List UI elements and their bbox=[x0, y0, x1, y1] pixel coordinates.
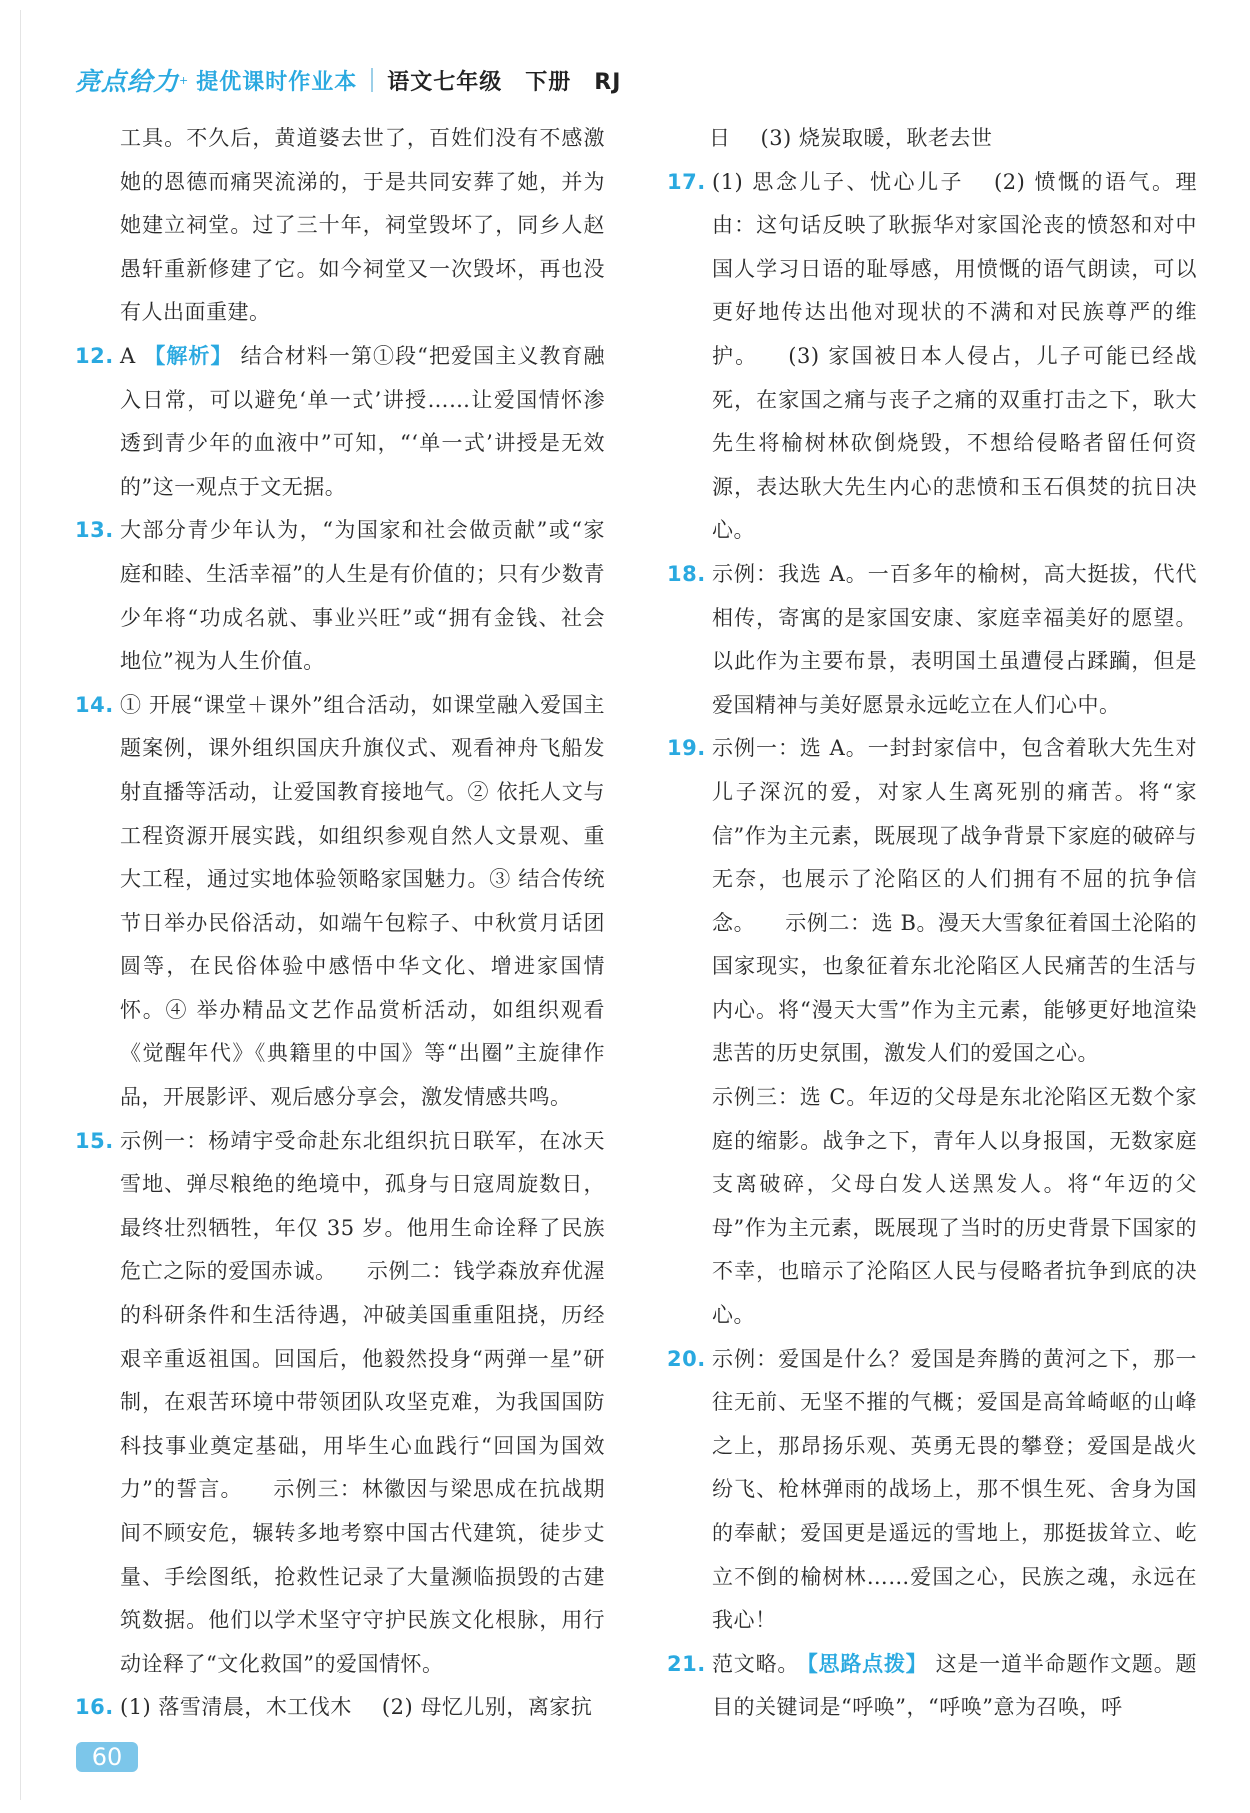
header-divider bbox=[371, 68, 373, 92]
example-3: 示例三：选 C。年迈的父母是东北沦陷区无数个家庭的缩影。战争之下，青年人以身报国，无数家庭支离破碎，父母白发人送黑发人。将“年迈的父母”作为主元素，既展现了当时的历史背景下国家的不幸，也暗示了沦陷区人民与侵略者抗争到底的决心。 bbox=[712, 1085, 1197, 1328]
page-number: 60 bbox=[76, 1742, 138, 1772]
part-1: (1) 落雪清晨，木工伐木 bbox=[120, 1695, 352, 1720]
brand-mark: + bbox=[179, 73, 189, 87]
analysis-tag: 【解析】 bbox=[143, 343, 233, 368]
question-number: 13. bbox=[75, 518, 114, 543]
answer-19 bbox=[667, 727, 1197, 1337]
answer-16-continued bbox=[667, 117, 1197, 161]
answer-text: 这是一道半命题作文题。题目的关键词是“呼唤”，“呼唤”意为召唤，呼 bbox=[712, 1651, 1198, 1720]
question-number: 17. bbox=[667, 169, 706, 194]
part-3: (3) 家国被日本人侵占，儿子可能已经战死，在家国之痛与丧子之痛的双重打击之下，耿大先生将榆树林砍倒烧毁，不想给侵略者留任何资源，表达耿大先生内心的悲愤和玉石俱焚的抗日决心。 bbox=[712, 343, 1198, 543]
question-number: 20. bbox=[667, 1346, 706, 1371]
question-number: 19. bbox=[667, 736, 706, 761]
example-2: 示例二：钱学森放弃优渥的科研条件和生活待遇，冲破美国重重阻挠，历经艰辛重返祖国。回国后，他毅然投身“两弹一星”研制，在艰苦环境中带领团队攻坚克难，为我国国防科技事业奠定基础，用毕生心血践行“回国为国效力”的誓言。 bbox=[120, 1259, 606, 1502]
part-1: (1) 思念儿子、忧心儿子 bbox=[712, 169, 965, 194]
answer-20 bbox=[667, 1338, 1197, 1643]
question-number: 12. bbox=[75, 343, 114, 368]
hint-tag: 【思路点拨】 bbox=[807, 1651, 928, 1676]
answer-14 bbox=[75, 684, 605, 1120]
question-number: 15. bbox=[75, 1128, 114, 1153]
answer-11-continued bbox=[75, 117, 605, 335]
answer-text: ① 开展“课堂＋课外”组合活动，如课堂融入爱国主题案例，课外组织国庆升旗仪式、观看神舟飞船发射直播等活动，让爱国教育接地气。② 依托人文与工程资源开展实践，如组织参观自然人文景观、重大工程，通过实地体验领略家国魅力。③ 结合传统节日举办民俗活动，如端午包粽子、中秋赏月话团圆等，在民俗体验中感悟中华文化、增进家国情怀。④ 举办精品文艺作品赏析活动，如组织观看《觉醒年代》《典籍里的中国》等“出圈”主旋律作品，开展影评、观后感分享会，激发情感共鸣。 bbox=[120, 692, 605, 1110]
answer-17 bbox=[667, 161, 1197, 553]
answer-text: 示例：爱国是什么？爱国是奔腾的黄河之下，那一往无前、无坚不摧的气概；爱国是高耸崎岖的山峰之上，那昂扬乐观、英勇无畏的攀登；爱国是战火纷飞、枪林弹雨的战场上，那不惧生死、舍身为国的奉献；爱国更是遥远的雪地上，那挺拔耸立、屹立不倒的榆树林……爱国之心，民族之魂，永远在我心！ bbox=[712, 1346, 1197, 1633]
example-3: 示例三：林徽因与梁思成在抗战期间不顾安危，辗转多地考察中国古代建筑，徒步丈量、手绘图纸，抢救性记录了大量濒临损毁的古建筑数据。他们以学术坚守守护民族文化根脉，用行动诠释了“文化救国”的爱国情怀。 bbox=[120, 1477, 605, 1676]
answer-18 bbox=[667, 553, 1197, 727]
part-2-end: 日 bbox=[709, 126, 731, 150]
answer-choice: A bbox=[120, 343, 136, 368]
answer-note: 范文略。 bbox=[712, 1651, 800, 1676]
example-1: 示例一：杨靖宇受命赴东北组织抗日联军，在冰天雪地、弹尽粮绝的绝境中，孤身与日寇周旋数日，最终壮烈牺牲，年仅 35 岁。他用生命诠释了民族危亡之际的爱国赤诚。 bbox=[120, 1128, 605, 1284]
brand-logo: 亮点给力 bbox=[75, 67, 180, 96]
part-3: (3) 烧炭取暖，耿老去世 bbox=[760, 126, 993, 150]
question-number: 16. bbox=[75, 1695, 114, 1720]
question-number: 14. bbox=[75, 692, 114, 717]
subject-label: 语文七年级 下册 RJ bbox=[387, 69, 622, 95]
example-1: 示例一：选 A。一封封家信中，包含着耿大先生对儿子深沉的爱，对家人生离死别的痛苦。将“家信”作为主元素，既展现了战争背景下家庭的破碎与无奈，也展示了沦陷区的人们拥有不屈的抗争信念。 bbox=[712, 736, 1197, 935]
answer-text: 大部分青少年认为，“为国家和社会做贡献”或“家庭和睦、生活幸福”的人生是有价值的；只有少数青少年将“功成名就、事业兴旺”或“拥有金钱、社会地位”视为人生价值。 bbox=[120, 518, 605, 674]
left-column bbox=[75, 117, 605, 1730]
page-edge-line bbox=[20, 10, 21, 1800]
question-number: 18. bbox=[667, 561, 706, 586]
answer-13 bbox=[75, 509, 605, 683]
page-header bbox=[75, 60, 621, 100]
part-2: (2) 愤慨的语气。理由：这句话反映了耿振华对家国沦丧的愤怒和对中国人学习日语的耻辱感，用愤慨的语气朗读，可以更好地传达出他对现状的不满和对民族尊严的维护。 bbox=[712, 169, 1198, 368]
answer-text: 结合材料一第①段“把爱国主义教育融入日常，可以避免‘单一式’讲授……让爱国情怀渗透到青少年的血液中”可知，“‘单一式’讲授是无效的”这一观点于文无据。 bbox=[120, 343, 606, 499]
answer-12 bbox=[75, 335, 605, 509]
right-column bbox=[667, 117, 1197, 1730]
answer-15 bbox=[75, 1120, 605, 1687]
series-title: 提优课时作业本 bbox=[196, 69, 358, 95]
part-2: (2) 母忆儿别，离家抗 bbox=[381, 1695, 593, 1720]
answer-text: 示例：我选 A。一百多年的榆树，高大挺拔，代代相传，寄寓的是家国安康、家庭幸福美好的愿望。以此作为主要布景，表明国土虽遭侵占蹂躏，但是爱国精神与美好愿景永远屹立在人们心中。 bbox=[712, 561, 1197, 717]
answer-16 bbox=[75, 1686, 605, 1730]
question-number: 21. bbox=[667, 1651, 706, 1676]
answer-text: 工具。不久后，黄道婆去世了，百姓们没有不感激她的恩德而痛哭流涕的，于是共同安葬了她，并为她建立祠堂。过了三十年，祠堂毁坏了，同乡人赵愚轩重新修建了它。如今祠堂又一次毁坏，再也没有人出面重建。 bbox=[120, 126, 605, 325]
answer-21 bbox=[667, 1643, 1197, 1730]
example-2: 示例二：选 B。漫天大雪象征着国土沦陷的国家现实，也象征着东北沦陷区人民痛苦的生活与内心。将“漫天大雪”作为主元素，能够更好地渲染悲苦的历史氛围，激发人们的爱国之心。 bbox=[712, 910, 1197, 1066]
